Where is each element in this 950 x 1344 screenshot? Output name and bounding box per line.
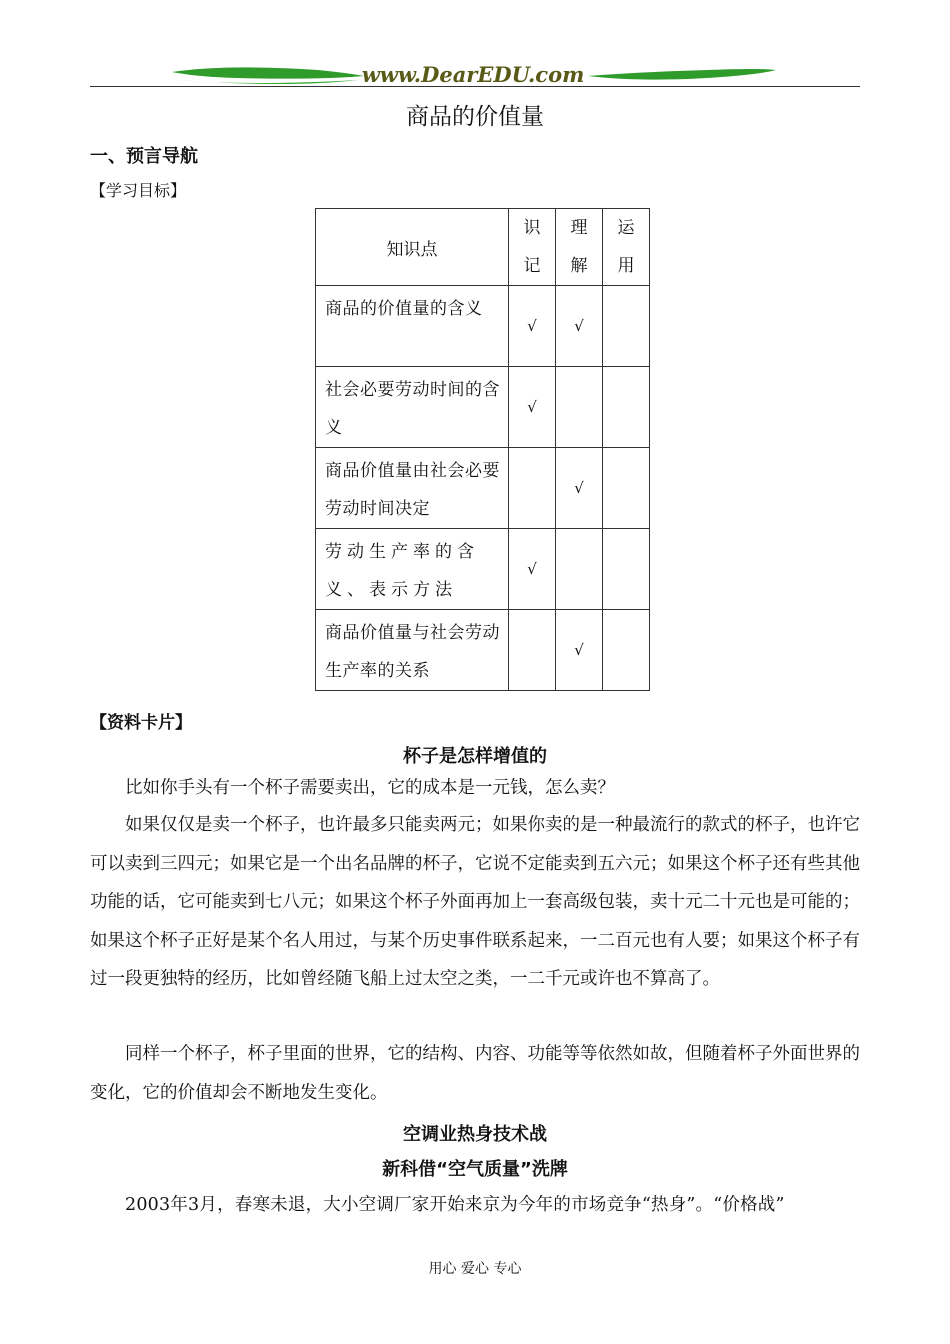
page-footer: 用心 爱心 专心 (428, 1261, 522, 1277)
section-heading: 一、预言导航 (90, 146, 198, 167)
header-apply-line2: 用 (617, 256, 635, 276)
header-rule (90, 86, 860, 87)
table-header-row (316, 209, 650, 286)
apply-mark (603, 367, 650, 448)
understand-mark (556, 529, 603, 610)
table-row (316, 610, 650, 691)
article1-paragraph-3: 同样一个杯子，杯子里面的世界，它的结构、内容、功能等等依然如故，但随着杯子外面世界的变化，它的价值却会不断地发生变化。 (90, 1044, 860, 1103)
row-topic: 劳动生产率的含义、表示方法 (316, 529, 509, 610)
row-topic: 商品的价值量的含义 (316, 286, 509, 367)
left-swoosh-tail (178, 80, 358, 84)
understand-mark: √ (556, 286, 603, 367)
header-apply-line1: 运 (617, 218, 635, 238)
table-row (316, 367, 650, 448)
article1-paragraph-2: 如果仅仅是卖一个杯子，也许最多只能卖两元；如果你卖的是一种最流行的款式的杯子，也许它可以卖到三四元；如果它是一个出名品牌的杯子，它说不定能卖到五六元；如果这个杯子还有些其他功能的话，它可能卖到七八元；如果这个杯子外面再加上一套高级包装，卖十元二十元也是可能的；如果这个杯子正好是某个名人用过，与某个历史事件联系起来，一二百元也有人要；如果这个杯子有过一段更独特的经历，比如曾经随飞船上过太空之类，一二千元或许也不算高了。 (90, 815, 860, 989)
understand-mark (556, 367, 603, 448)
memorize-mark: √ (509, 286, 556, 367)
memorize-mark (509, 610, 556, 691)
right-swoosh (588, 69, 776, 80)
apply-mark (603, 448, 650, 529)
article2-title: 空调业热身技术战 (403, 1124, 547, 1145)
header-understand (556, 209, 603, 286)
learning-goals-table (315, 208, 650, 691)
header-topic: 知识点 (316, 209, 509, 286)
header-memorize (509, 209, 556, 286)
header-apply (603, 209, 650, 286)
header-memorize-line2: 记 (523, 256, 541, 276)
material-label: 【资料卡片】 (90, 713, 192, 733)
apply-mark (603, 610, 650, 691)
table-row (316, 529, 650, 610)
page-title: 商品的价值量 (406, 104, 544, 130)
header-memorize-line1: 识 (523, 218, 541, 238)
table-row (316, 448, 650, 529)
site-url: www.DearEDU.com (361, 62, 585, 87)
goals-label: 【学习目标】 (90, 181, 187, 200)
article2-paragraph-1: 2003年3月，春寒未退，大小空调厂家开始来京为今年的市场竞争“热身”。“价格战” (125, 1195, 785, 1215)
row-topic: 商品价值量与社会劳动生产率的关系 (316, 610, 509, 691)
article2-subtitle: 新科借“空气质量”洗牌 (382, 1159, 568, 1180)
memorize-mark (509, 448, 556, 529)
article1-paragraph-1: 比如你手头有一个杯子需要卖出，它的成本是一元钱，怎么卖？ (125, 778, 615, 798)
row-topic: 社会必要劳动时间的含义 (316, 367, 509, 448)
header-understand-line2: 解 (570, 256, 588, 276)
memorize-mark: √ (509, 529, 556, 610)
header-understand-line1: 理 (570, 218, 588, 238)
left-swoosh (172, 67, 364, 78)
memorize-mark: √ (509, 367, 556, 448)
article1-title: 杯子是怎样增值的 (403, 746, 547, 767)
understand-mark: √ (556, 448, 603, 529)
apply-mark (603, 286, 650, 367)
table-row (316, 286, 650, 367)
understand-mark: √ (556, 610, 603, 691)
apply-mark (603, 529, 650, 610)
row-topic: 商品价值量由社会必要劳动时间决定 (316, 448, 509, 529)
